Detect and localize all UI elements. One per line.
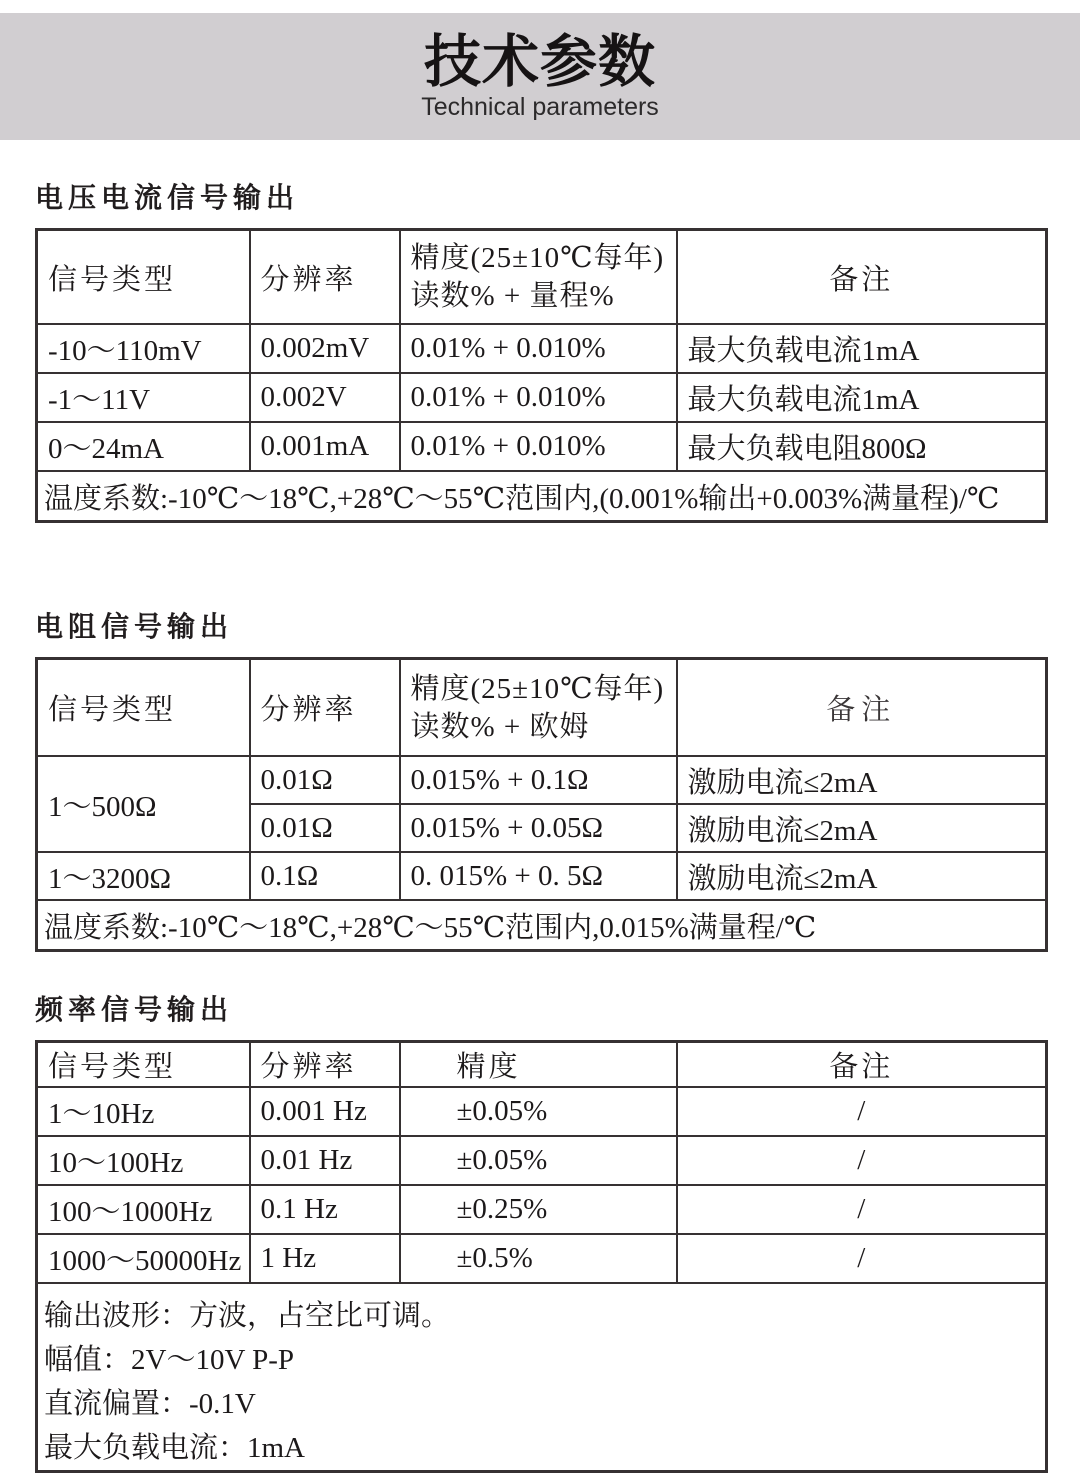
table-header-row <box>37 230 1047 325</box>
signal-type-cell: 0～24mA <box>37 422 250 471</box>
table-header-row <box>37 1042 1047 1088</box>
accuracy-cell: 0.01% + 0.010% <box>400 373 677 422</box>
accuracy-header-line1: 精度(25±10℃每年) <box>410 242 665 274</box>
accuracy-header-line2: 读数% + 欧姆 <box>410 710 590 743</box>
table-row <box>37 373 1047 422</box>
accuracy-cell: 0.015% + 0.1Ω <box>400 756 677 804</box>
accuracy-cell: 0.015% + 0.05Ω <box>400 804 677 852</box>
accuracy-cell: 0. 015% + 0. 5Ω <box>400 852 677 900</box>
accuracy-cell: ±0.05% <box>400 1087 677 1136</box>
table-footer-row <box>37 471 1047 522</box>
remark-cell: 激励电流≤2mA <box>677 852 1047 900</box>
resolution-cell: 0.01Ω <box>250 756 400 804</box>
col-header-resolution: 分辨率 <box>250 1042 400 1088</box>
accuracy-cell: ±0.05% <box>400 1136 677 1185</box>
amplitude-note: 幅值：2V～10V P-P <box>44 1344 295 1376</box>
col-header-remark: 备注 <box>677 1042 1047 1088</box>
resistance-table <box>35 657 1048 952</box>
remark-cell: / <box>677 1136 1047 1185</box>
temperature-coefficient-note: 温度系数:-10℃～18℃,+28℃～55℃范围内,0.015%满量程/℃ <box>37 900 1047 951</box>
signal-type-cell: -10～110mV <box>37 324 250 373</box>
accuracy-cell: ±0.5% <box>400 1234 677 1283</box>
table-footer-row <box>37 900 1047 951</box>
col-header-signal-type: 信号类型 <box>37 659 250 757</box>
table-row <box>37 756 1047 804</box>
col-header-resolution: 分辨率 <box>250 659 400 757</box>
col-header-resolution: 分辨率 <box>250 230 400 325</box>
col-header-remark: 备注 <box>677 230 1047 325</box>
signal-type-cell: 1～500Ω <box>37 756 250 852</box>
table-row <box>37 852 1047 900</box>
resolution-cell: 0.01 Hz <box>250 1136 400 1185</box>
table-row <box>37 1136 1047 1185</box>
temperature-coefficient-note: 温度系数:-10℃～18℃,+28℃～55℃范围内,(0.001%输出+0.003%满量程)/℃ <box>37 471 1047 522</box>
col-header-accuracy <box>400 230 677 325</box>
signal-type-cell: 1000～50000Hz <box>37 1234 250 1283</box>
page-subtitle: Technical parameters <box>421 93 659 121</box>
content <box>35 140 1045 1473</box>
table-row <box>37 1234 1047 1283</box>
remark-cell: / <box>677 1087 1047 1136</box>
signal-type-cell: 100～1000Hz <box>37 1185 250 1234</box>
remark-cell: 激励电流≤2mA <box>677 804 1047 852</box>
resolution-cell: 0.001 Hz <box>250 1087 400 1136</box>
remark-cell: / <box>677 1234 1047 1283</box>
remark-cell: / <box>677 1185 1047 1234</box>
remark-cell: 最大负载电阻800Ω <box>677 422 1047 471</box>
accuracy-cell: ±0.25% <box>400 1185 677 1234</box>
signal-type-cell: 10～100Hz <box>37 1136 250 1185</box>
accuracy-header-line1: 精度(25±10℃每年) <box>410 672 665 705</box>
signal-type-cell: -1～11V <box>37 373 250 422</box>
remark-cell: 最大负载电流1mA <box>677 324 1047 373</box>
table-row <box>37 1185 1047 1234</box>
resolution-cell: 0.002V <box>250 373 400 422</box>
output-waveform-note: 输出波形：方波，占空比可调。 <box>44 1300 451 1332</box>
signal-type-cell: 1～10Hz <box>37 1087 250 1136</box>
table-row <box>37 324 1047 373</box>
voltage-current-table <box>35 228 1048 523</box>
resolution-cell: 0.1Ω <box>250 852 400 900</box>
dc-offset-note: 直流偏置：-0.1V <box>44 1388 256 1420</box>
resolution-cell: 0.002mV <box>250 324 400 373</box>
resolution-cell: 0.1 Hz <box>250 1185 400 1234</box>
accuracy-cell: 0.01% + 0.010% <box>400 422 677 471</box>
table-footer-row <box>37 1283 1047 1472</box>
resolution-cell: 0.001mA <box>250 422 400 471</box>
col-header-remark: 备注 <box>677 659 1047 757</box>
output-notes-block <box>37 1283 1047 1472</box>
table-row <box>37 422 1047 471</box>
resolution-cell: 0.01Ω <box>250 804 400 852</box>
table-header-row <box>37 659 1047 757</box>
section-heading-voltage-current: 电压电流信号输出 <box>35 183 300 214</box>
section-heading-frequency: 频率信号输出 <box>35 995 234 1026</box>
max-load-current-note: 最大负载电流：1mA <box>44 1432 306 1464</box>
page-title: 技术参数 <box>424 30 656 94</box>
section-heading-resistance: 电阻信号输出 <box>35 612 234 643</box>
remark-cell: 最大负载电流1mA <box>677 373 1047 422</box>
frequency-table <box>35 1040 1048 1473</box>
table-row <box>37 1087 1047 1136</box>
accuracy-header-line2: 读数% + 量程% <box>410 280 615 312</box>
col-header-signal-type: 信号类型 <box>37 1042 250 1088</box>
resolution-cell: 1 Hz <box>250 1234 400 1283</box>
col-header-accuracy <box>400 659 677 757</box>
remark-cell: 激励电流≤2mA <box>677 756 1047 804</box>
page-header-band <box>0 13 1080 140</box>
col-header-accuracy: 精度 <box>400 1042 677 1088</box>
accuracy-cell: 0.01% + 0.010% <box>400 324 677 373</box>
col-header-signal-type: 信号类型 <box>37 230 250 325</box>
signal-type-cell: 1～3200Ω <box>37 852 250 900</box>
